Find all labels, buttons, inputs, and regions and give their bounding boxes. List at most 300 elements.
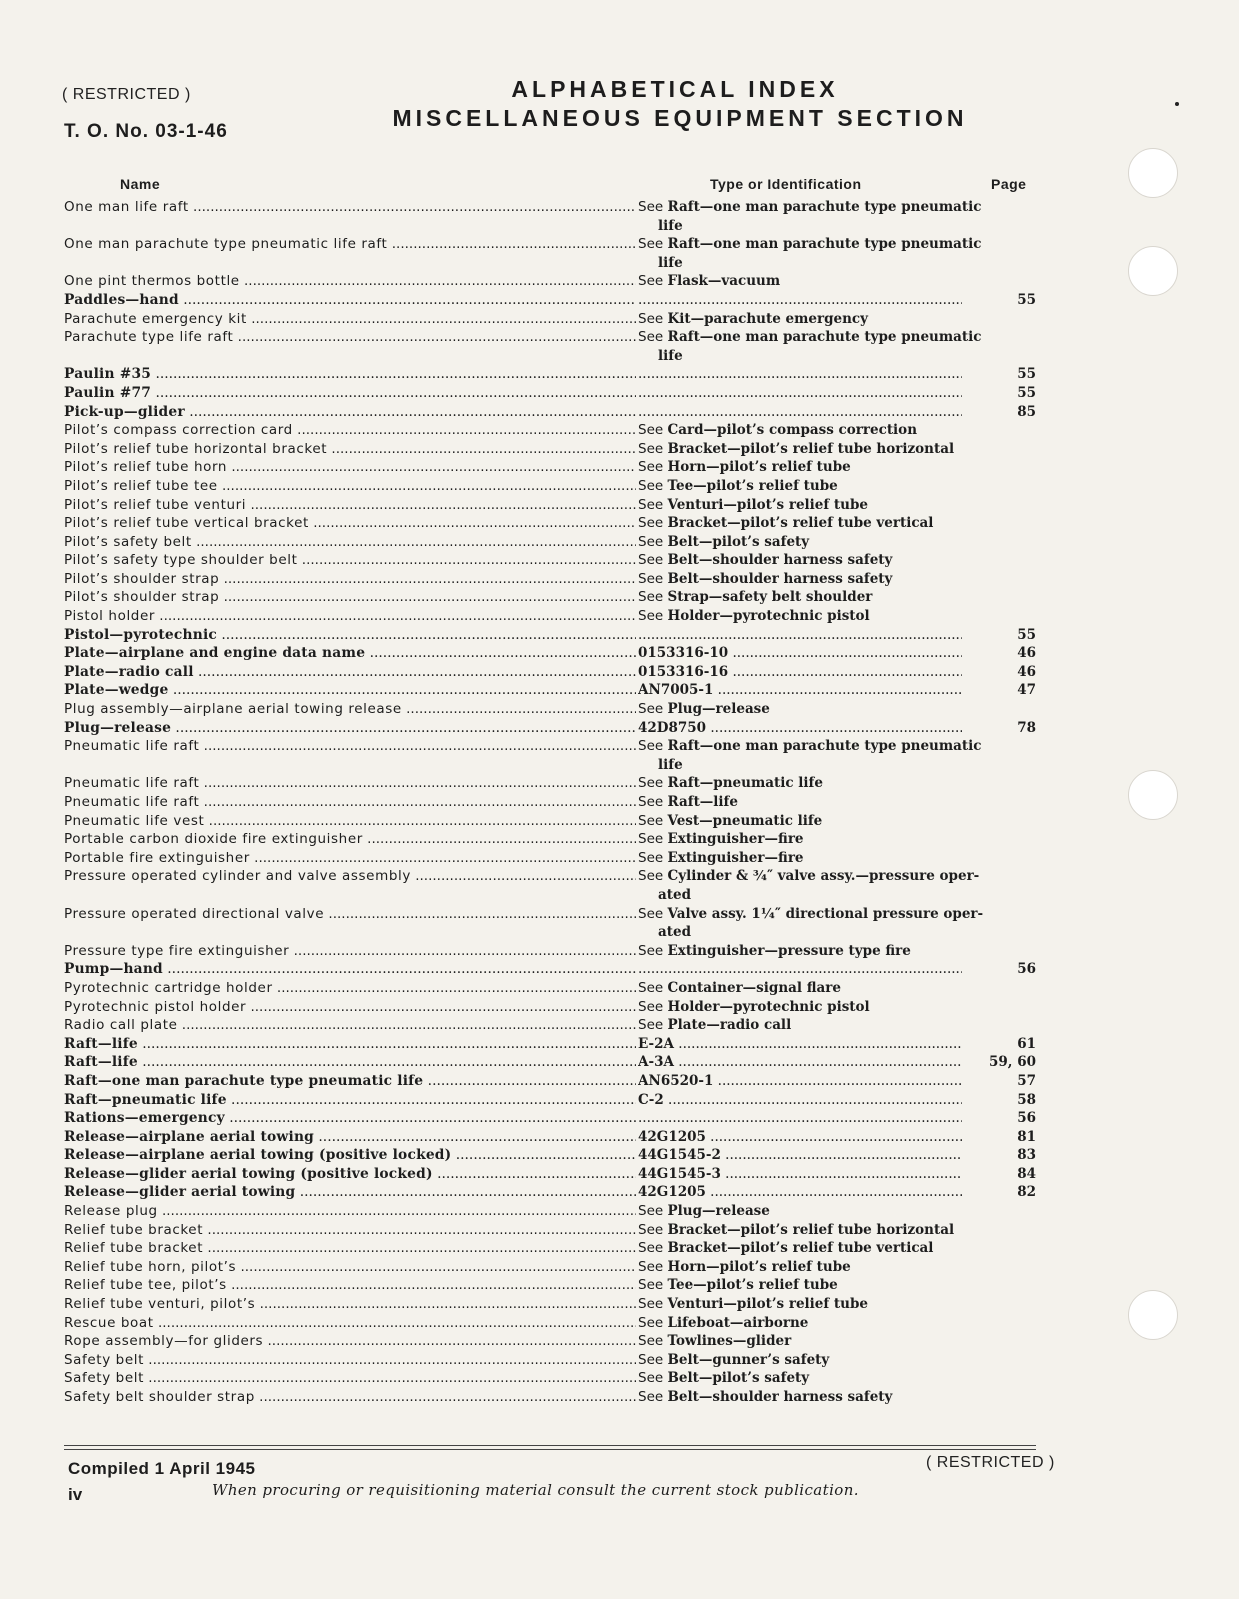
see-label: See: [638, 329, 664, 346]
entry-name: Pneumatic life raft .....: [64, 793, 636, 812]
entry-name: Pressure type fire extinguisher .....: [64, 942, 636, 961]
column-header-name: Name: [120, 176, 161, 192]
entry-name: Rescue boat .....: [64, 1314, 636, 1333]
entry-continuation: life: [658, 254, 683, 271]
entry-type-leader: [638, 960, 962, 979]
entry-type: [638, 421, 1038, 440]
see-label: See: [638, 998, 664, 1015]
index-entry: [64, 1258, 1036, 1277]
column-header-page: Page: [991, 176, 1027, 192]
entry-name: One pint thermos bottle .....: [64, 272, 636, 291]
entry-type: [638, 700, 1038, 719]
see-label: See: [638, 552, 664, 569]
entry-name: Pilot’s safety type shoulder belt .....: [64, 551, 636, 570]
entry-page: 55: [962, 291, 1036, 310]
cross-reference: Belt—pilot’s safety: [667, 533, 810, 550]
part-number: 42G1205: [638, 1184, 706, 1201]
entry-type: [638, 1128, 962, 1147]
cross-reference: Horn—pilot’s relief tube: [667, 459, 851, 476]
entry-name: Safety belt .....: [64, 1351, 636, 1370]
cross-reference: Bracket—pilot’s relief tube vertical: [667, 1240, 934, 1257]
index-entry: [64, 812, 1036, 831]
see-label: See: [638, 775, 664, 792]
entry-name: Release plug .....: [64, 1202, 636, 1221]
entry-name: Plug assembly—airplane aerial towing release .....: [64, 700, 636, 719]
entry-page: 46: [962, 644, 1036, 663]
see-label: See: [638, 831, 664, 848]
entry-continuation: life: [658, 347, 683, 364]
entry-name: Paddles—hand .....: [64, 291, 636, 310]
index-entry: [64, 496, 1036, 515]
entry-type: [638, 1053, 962, 1072]
index-entry: [64, 793, 1036, 812]
restricted-label-top: ( RESTRICTED ): [62, 86, 191, 103]
index-entry: [64, 607, 1036, 626]
index-entry: [64, 514, 1036, 533]
index-entry: [64, 626, 1036, 645]
cross-reference: Raft—pneumatic life: [667, 775, 823, 792]
index-entry: [64, 644, 1036, 663]
index-entry: [64, 1314, 1036, 1333]
entry-name: Pick-up—glider .....: [64, 403, 636, 422]
cross-reference: Raft—one man parachute type pneumatic: [667, 199, 982, 215]
index-entry: [64, 570, 1036, 589]
cross-reference: Horn—pilot’s relief tube: [667, 1258, 851, 1275]
entry-name: Relief tube horn, pilot’s .....: [64, 1258, 636, 1277]
entry-type: [638, 998, 1038, 1017]
index-entry: [64, 774, 1036, 793]
part-number: C-2: [638, 1091, 664, 1108]
see-label: See: [638, 570, 664, 587]
index-entry: [64, 1053, 1036, 1072]
entry-name: Radio call plate .....: [64, 1016, 636, 1035]
cross-reference: Towlines—glider: [667, 1333, 792, 1350]
part-number: E-2A: [638, 1035, 675, 1052]
entry-name: Pilot’s relief tube venturi .....: [64, 496, 636, 515]
entry-page: 47: [962, 681, 1036, 700]
entry-name: Pilot’s relief tube tee .....: [64, 477, 636, 496]
entry-type: [638, 1202, 1038, 1221]
entry-type: [638, 496, 1038, 515]
procurement-note: When procuring or requisitioning material consult the current stock publication.: [212, 1481, 859, 1499]
entry-name: Safety belt .....: [64, 1369, 636, 1388]
entry-type: [638, 1351, 1038, 1370]
index-entry: [64, 1239, 1036, 1258]
entry-name: Raft—one man parachute type pneumatic life .....: [64, 1072, 636, 1091]
entry-type-leader: [638, 403, 962, 422]
part-number: 0153316-10: [638, 645, 729, 662]
cross-reference: Belt—gunner’s safety: [667, 1351, 830, 1368]
binder-hole-top: [1128, 148, 1178, 198]
index-entry: [64, 867, 1036, 904]
index-entry: [64, 960, 1036, 979]
entry-name: Relief tube venturi, pilot’s .....: [64, 1295, 636, 1314]
entry-type: [638, 328, 1038, 347]
entry-page: 56: [962, 960, 1036, 979]
index-entries: [64, 198, 1036, 1407]
entry-page: 55: [962, 384, 1036, 403]
entry-name: Plug—release .....: [64, 719, 636, 738]
index-entry: [64, 328, 1036, 365]
binder-hole-lower: [1128, 770, 1178, 820]
entry-name: Paulin #77 .....: [64, 384, 636, 403]
cross-reference: Lifeboat—airborne: [667, 1314, 809, 1331]
see-label: See: [638, 533, 664, 550]
entry-page: 59, 60: [962, 1053, 1036, 1072]
entry-type-leader: [638, 626, 962, 645]
entry-name: Release—airplane aerial towing .....: [64, 1128, 636, 1147]
cross-reference: Raft—one man parachute type pneumatic: [667, 329, 982, 346]
index-entry: [64, 1035, 1036, 1054]
entry-page: 85: [962, 403, 1036, 422]
see-label: See: [638, 905, 664, 922]
entry-type: [638, 681, 962, 700]
entry-type-leader: [638, 1109, 962, 1128]
index-entry: [64, 235, 1036, 272]
entry-name: Pilot’s relief tube vertical bracket .....: [64, 514, 636, 533]
entry-type: [638, 812, 1038, 831]
see-label: See: [638, 1017, 664, 1034]
cross-reference: Tee—pilot’s relief tube: [667, 477, 838, 494]
entry-type: [638, 737, 1038, 756]
cross-reference: Holder—pyrotechnic pistol: [667, 998, 870, 1015]
cross-reference: Extinguisher—fire: [667, 849, 804, 866]
entry-type: [638, 1388, 1038, 1407]
entry-page: 57: [962, 1072, 1036, 1091]
see-label: See: [638, 310, 664, 327]
cross-reference: Flask—vacuum: [667, 273, 781, 290]
see-label: See: [638, 477, 664, 494]
entry-name: Release—glider aerial towing (positive locked) .....: [64, 1165, 636, 1184]
index-entry: [64, 403, 1036, 422]
entry-continuation: ated: [658, 924, 692, 941]
entry-name: Release—glider aerial towing .....: [64, 1183, 636, 1202]
entry-name: Pistol—pyrotechnic .....: [64, 626, 636, 645]
entry-type: [638, 905, 1038, 924]
index-entry: [64, 849, 1036, 868]
entry-name: Pump—hand .....: [64, 960, 636, 979]
index-entry: [64, 830, 1036, 849]
entry-continuation: life: [658, 217, 683, 234]
see-label: See: [638, 273, 664, 290]
see-label: See: [638, 236, 664, 253]
entry-name: Relief tube tee, pilot’s .....: [64, 1276, 636, 1295]
see-label: See: [638, 199, 664, 215]
entry-name: One man life raft .....: [64, 198, 636, 217]
see-label: See: [638, 1258, 664, 1275]
entry-type: [638, 1183, 962, 1202]
entry-type: [638, 1165, 962, 1184]
entry-type: [638, 663, 962, 682]
index-entry: [64, 1091, 1036, 1110]
entry-type: [638, 533, 1038, 552]
index-entry: [64, 291, 1036, 310]
entry-type: [638, 1332, 1038, 1351]
entry-type-leader: [638, 291, 962, 310]
index-entry: [64, 1295, 1036, 1314]
index-entry: [64, 421, 1036, 440]
entry-type: [638, 198, 1038, 217]
see-label: See: [638, 1296, 664, 1313]
entry-type: [638, 570, 1038, 589]
entry-page: 56: [962, 1109, 1036, 1128]
entry-type: [638, 440, 1038, 459]
entry-name: Pilot’s relief tube horizontal bracket .....: [64, 440, 636, 459]
cross-reference: Belt—shoulder harness safety: [667, 570, 893, 587]
entry-type: [638, 1369, 1038, 1388]
entry-name: Relief tube bracket .....: [64, 1239, 636, 1258]
see-label: See: [638, 496, 664, 513]
cross-reference: Raft—one man parachute type pneumatic: [667, 738, 982, 755]
entry-type: [638, 477, 1038, 496]
restricted-label-bottom: ( RESTRICTED ): [926, 1454, 1055, 1471]
entry-page: 78: [962, 719, 1036, 738]
entry-name: Pneumatic life vest .....: [64, 812, 636, 831]
index-entry: [64, 942, 1036, 961]
entry-type: [638, 1258, 1038, 1277]
binder-hole-upper: [1128, 246, 1178, 296]
part-number: 0153316-16: [638, 663, 729, 680]
cross-reference: Extinguisher—fire: [667, 831, 804, 848]
cross-reference: Belt—shoulder harness safety: [667, 552, 893, 569]
cross-reference: Bracket—pilot’s relief tube horizontal: [667, 1221, 955, 1238]
index-entry: [64, 272, 1036, 291]
entry-page: 46: [962, 663, 1036, 682]
entry-name: Relief tube bracket .....: [64, 1221, 636, 1240]
column-header-type: Type or Identification: [710, 176, 862, 192]
index-entry: [64, 1276, 1036, 1295]
index-entry: [64, 998, 1036, 1017]
index-entry: [64, 198, 1036, 235]
entry-type: [638, 1146, 962, 1165]
entry-name: Raft—pneumatic life .....: [64, 1091, 636, 1110]
entry-type: [638, 1221, 1038, 1240]
paper-speck: [1175, 102, 1179, 106]
index-entry: [64, 1128, 1036, 1147]
see-label: See: [638, 1240, 664, 1257]
cross-reference: Bracket—pilot’s relief tube horizontal: [667, 440, 955, 457]
index-entry: [64, 1388, 1036, 1407]
entry-name: Raft—life .....: [64, 1053, 636, 1072]
entry-name: Rope assembly—for gliders .....: [64, 1332, 636, 1351]
see-label: See: [638, 422, 664, 439]
cross-reference: Plug—release: [667, 701, 770, 718]
entry-name: Pneumatic life raft .....: [64, 774, 636, 793]
entry-name: Plate—wedge .....: [64, 681, 636, 700]
entry-page: 55: [962, 626, 1036, 645]
see-label: See: [638, 459, 664, 476]
entry-page: 58: [962, 1091, 1036, 1110]
index-entry: [64, 365, 1036, 384]
entry-type: [638, 551, 1038, 570]
footer-rule-top: [64, 1445, 1036, 1446]
cross-reference: Bracket—pilot’s relief tube vertical: [667, 515, 934, 532]
footer-rule-bottom: [64, 1449, 1036, 1450]
entry-type: [638, 588, 1038, 607]
entry-continuation: ated: [658, 886, 692, 903]
entry-name: Pilot’s compass correction card .....: [64, 421, 636, 440]
entry-page: 81: [962, 1128, 1036, 1147]
entry-type: [638, 272, 1038, 291]
part-number: AN7005-1: [638, 682, 714, 699]
see-label: See: [638, 608, 664, 625]
see-label: See: [638, 979, 664, 996]
cross-reference: Strap—safety belt shoulder: [667, 589, 873, 606]
cross-reference: Belt—pilot’s safety: [667, 1370, 810, 1387]
entry-type: [638, 644, 962, 663]
entry-name: Parachute type life raft .....: [64, 328, 636, 347]
entry-type: [638, 1276, 1038, 1295]
index-entry: [64, 1332, 1036, 1351]
index-entry: [64, 588, 1036, 607]
index-entry: [64, 440, 1036, 459]
entry-name: Paulin #35 .....: [64, 365, 636, 384]
index-entry: [64, 663, 1036, 682]
entry-type: [638, 514, 1038, 533]
entry-name: Plate—radio call .....: [64, 663, 636, 682]
entry-type: [638, 1072, 962, 1091]
entry-type: [638, 1314, 1038, 1333]
entry-name: Raft—life .....: [64, 1035, 636, 1054]
entry-name: Pyrotechnic pistol holder .....: [64, 998, 636, 1017]
cross-reference: Valve assy. 1¼″ directional pressure oper-: [667, 905, 984, 922]
entry-page: 84: [962, 1165, 1036, 1184]
index-entry: [64, 551, 1036, 570]
cross-reference: Plate—radio call: [667, 1017, 792, 1034]
entry-name: One man parachute type pneumatic life raft .....: [64, 235, 636, 254]
entry-type: [638, 1016, 1038, 1035]
entry-type: [638, 774, 1038, 793]
index-entry: [64, 384, 1036, 403]
see-label: See: [638, 868, 664, 885]
cross-reference: Holder—pyrotechnic pistol: [667, 608, 870, 625]
entry-type: [638, 235, 1038, 254]
entry-type: [638, 607, 1038, 626]
cross-reference: Kit—parachute emergency: [667, 310, 868, 327]
see-label: See: [638, 1389, 664, 1405]
entry-type: [638, 1091, 962, 1110]
index-entry: [64, 1202, 1036, 1221]
see-label: See: [638, 942, 664, 959]
cross-reference: Card—pilot’s compass correction: [667, 422, 918, 439]
entry-name: Portable fire extinguisher .....: [64, 849, 636, 868]
entry-type: [638, 793, 1038, 812]
index-entry: [64, 310, 1036, 329]
entry-name: Pyrotechnic cartridge holder .....: [64, 979, 636, 998]
index-entry: [64, 737, 1036, 774]
entry-type: [638, 849, 1038, 868]
cross-reference: Venturi—pilot’s relief tube: [667, 496, 868, 513]
see-label: See: [638, 1314, 664, 1331]
see-label: See: [638, 1203, 664, 1220]
see-label: See: [638, 440, 664, 457]
part-number: A-3A: [638, 1054, 674, 1071]
entry-name: Release—airplane aerial towing (positive locked) .....: [64, 1146, 636, 1165]
index-entry: [64, 979, 1036, 998]
section-title: MISCELLANEOUS EQUIPMENT SECTION: [392, 105, 968, 131]
entry-page: 55: [962, 365, 1036, 384]
cross-reference: Raft—one man parachute type pneumatic: [667, 236, 982, 253]
entry-page: 61: [962, 1035, 1036, 1054]
entry-name: Pneumatic life raft .....: [64, 737, 636, 756]
entry-type: [638, 310, 1038, 329]
part-number: 42D8750: [638, 719, 707, 736]
index-entry: [64, 681, 1036, 700]
cross-reference: Cylinder & ¾″ valve assy.—pressure oper-: [667, 868, 980, 885]
index-entry: [64, 1072, 1036, 1091]
index-entry: [64, 1183, 1036, 1202]
entry-name: Rations—emergency .....: [64, 1109, 636, 1128]
entry-type: [638, 830, 1038, 849]
entry-name: Plate—airplane and engine data name .....: [64, 644, 636, 663]
index-entry: [64, 1221, 1036, 1240]
compiled-date: Compiled 1 April 1945: [68, 1459, 256, 1478]
page-number: iv: [68, 1485, 83, 1504]
entry-name: Pilot’s shoulder strap .....: [64, 570, 636, 589]
entry-name: Safety belt shoulder strap .....: [64, 1388, 636, 1407]
see-label: See: [638, 589, 664, 606]
see-label: See: [638, 738, 664, 755]
index-entry: [64, 1016, 1036, 1035]
entry-name: Pistol holder .....: [64, 607, 636, 626]
index-entry: [64, 1369, 1036, 1388]
entry-name: Pressure operated directional valve .....: [64, 905, 636, 924]
entry-type: [638, 942, 1038, 961]
part-number: 42G1205: [638, 1128, 706, 1145]
see-label: See: [638, 794, 664, 810]
binder-hole-bottom: [1128, 1290, 1178, 1340]
cross-reference: Tee—pilot’s relief tube: [667, 1277, 838, 1294]
entry-type-leader: [638, 365, 962, 384]
to-number: T. O. No. 03-1-46: [64, 121, 228, 142]
entry-type: [638, 1035, 962, 1054]
see-label: See: [638, 1370, 664, 1387]
cross-reference: Belt—shoulder harness safety: [667, 1389, 893, 1405]
entry-type: [638, 867, 1038, 886]
index-entry: [64, 719, 1036, 738]
cross-reference: Vest—pneumatic life: [667, 812, 823, 829]
index-entry: [64, 477, 1036, 496]
entry-page: 83: [962, 1146, 1036, 1165]
see-label: See: [638, 515, 664, 532]
see-label: See: [638, 849, 664, 866]
index-entry: [64, 1146, 1036, 1165]
index-entry: [64, 1165, 1036, 1184]
part-number: AN6520-1: [638, 1072, 714, 1089]
entry-page: 82: [962, 1183, 1036, 1202]
see-label: See: [638, 1221, 664, 1238]
cross-reference: Plug—release: [667, 1203, 770, 1220]
see-label: See: [638, 701, 664, 718]
entry-name: Pilot’s safety belt .....: [64, 533, 636, 552]
see-label: See: [638, 1351, 664, 1368]
cross-reference: Container—signal flare: [667, 979, 842, 996]
index-entry: [64, 458, 1036, 477]
entry-name: Pilot’s relief tube horn .....: [64, 458, 636, 477]
entry-name: Portable carbon dioxide fire extinguisher .....: [64, 830, 636, 849]
entry-continuation: life: [658, 756, 683, 773]
index-entry: [64, 533, 1036, 552]
part-number: 44G1545-3: [638, 1165, 721, 1182]
index-entry: [64, 1351, 1036, 1370]
entry-name: Pressure operated cylinder and valve assembly .....: [64, 867, 636, 886]
index-entry: [64, 1109, 1036, 1128]
cross-reference: Raft—life: [667, 794, 738, 810]
index-entry: [64, 700, 1036, 719]
see-label: See: [638, 812, 664, 829]
entry-type: [638, 1295, 1038, 1314]
see-label: See: [638, 1277, 664, 1294]
